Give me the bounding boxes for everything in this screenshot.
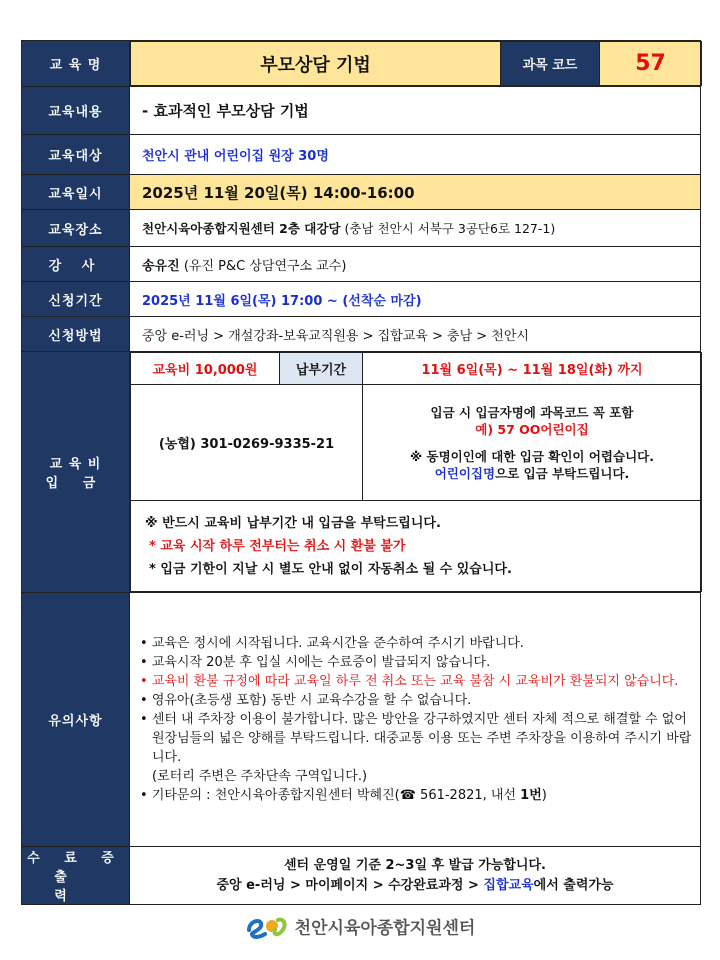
notes-cell: [130, 593, 701, 847]
lecturer-name: 송유진: [142, 258, 180, 274]
course-info-table: [21, 40, 701, 905]
center-logo-icon: [245, 912, 289, 945]
place-value: [130, 210, 701, 247]
note-item: • 영유아(초등생 포함) 동반 시 교육수강을 할 수 없습니다.: [140, 691, 692, 710]
note-item-parking: [140, 710, 692, 786]
certificate-info: [130, 847, 701, 905]
footer-org-name: 천안시육아종합지원센터: [294, 918, 476, 939]
fee-notice-1: ※ 반드시 교육비 납부기간 내 입금을 부탁드립니다.: [145, 515, 441, 531]
apply-method-value: 중앙 e-러닝 > 개설강좌-보육교직원용 > 집합교육 > 충남 > 천안시: [130, 317, 701, 352]
same-name-note: ※ 동명이인에 대한 입금 확인이 어렵습니다.: [410, 448, 654, 464]
date-value: 2025년 11월 20일(목) 14:00-16:00: [130, 175, 701, 210]
certificate-label: [22, 847, 130, 905]
content-label: 교육내용: [22, 87, 130, 135]
apply-method-label: 신청방법: [22, 317, 130, 352]
place-label: 교육장소: [22, 210, 130, 247]
notes-list: [130, 626, 700, 813]
fee-notice-2: * 교육 시작 하루 전부터는 취소 시 환불 불가: [149, 538, 406, 554]
place-name: 천안시육아종합지원센터 2층 대강당: [142, 221, 341, 236]
certificate-path-end: 에서 출력가능: [533, 877, 614, 893]
lecturer-label: 강 사: [22, 247, 130, 282]
fee-notices: [131, 501, 702, 592]
fee-period: 11월 6일(목) ~ 11월 18일(화) 까지: [363, 353, 702, 385]
contact-text: 기타문의 : 천안시육아종합지원센터 박혜진(: [151, 788, 400, 803]
lecturer-affiliation: (유진 P&C 상담연구소 교수): [179, 258, 347, 274]
certificate-line2: [130, 876, 700, 896]
phone-icon: ☎: [399, 788, 416, 803]
certificate-label-line1: 수 료 증: [27, 851, 124, 866]
certificate-line1: 센터 운영일 기준 2~3일 후 발급 가능합니다.: [283, 857, 546, 873]
depositor-note: 입금 시 입금자명에 과목코드 꼭 포함: [430, 404, 634, 420]
place-address: (충남 천안시 서북구 3공단6로 127-1): [340, 221, 556, 236]
contact-close: ): [541, 788, 547, 803]
note-item: • 교육은 정시에 시작됩니다. 교육시간을 준수하여 주시기 바랍니다.: [140, 634, 692, 653]
center-name-note: [363, 465, 701, 482]
course-title: 부모상담 기법: [131, 42, 501, 86]
course-code: 57: [600, 42, 702, 86]
date-label: 교육일시: [22, 175, 130, 210]
note-item: • 교육시작 20분 후 입실 시에는 수료증이 발급되지 않습니다.: [140, 653, 692, 672]
target-label: 교육대상: [22, 135, 130, 175]
fee-label-line1: 교 육 비: [49, 457, 102, 472]
apply-period-value: 2025년 11월 6일(목) 17:00 ~ (선착순 마감): [130, 282, 701, 317]
bank-account: (농협) 301-0269-9335-21: [131, 385, 363, 501]
fee-label-line2: 입 금: [45, 476, 106, 491]
course-label: 교 육 명: [22, 41, 130, 87]
lecturer-value: [130, 247, 701, 282]
course-code-label: 과목 코드: [501, 42, 600, 86]
apply-period-label: 신청기간: [22, 282, 130, 317]
deposit-instructions: [363, 385, 702, 501]
parking-text: 센터 내 주차장 이용이 불가합니다. 많은 방안을 강구하였지만 센터 자체 적으로 해결할 수 없어 원장님들의 넓은 양해를 부탁드립니다. 대중교통 이용 또는 주변 주차장을 이용하여 주시기 바랍니다.: [151, 712, 692, 765]
fee-amount: 교육비 10,000원: [131, 353, 280, 385]
fee-label: [22, 352, 130, 593]
center-name-blue: 어린이집명: [434, 465, 496, 481]
center-name-rest: 으로 입금 부탁드립니다.: [495, 465, 630, 481]
fee-notice-3: * 입금 기한이 지날 시 별도 안내 없이 자동취소 될 수 있습니다.: [149, 561, 512, 577]
certificate-path: 중앙 e-러닝 > 마이페이지 > 수강완료과정 >: [216, 877, 484, 893]
contact-ext: 1번: [520, 788, 542, 803]
depositor-example: 예) 57 OO어린이집: [475, 421, 589, 437]
note-item-refund: • 교육비 환불 규정에 따라 교육일 하루 전 취소 또는 교육 불참 시 교육비가 환불되지 않습니다.: [140, 672, 692, 691]
certificate-path-blue: 집합교육: [483, 877, 534, 893]
parking-extra: (로터리 주변은 주차단속 구역입니다.): [152, 769, 368, 784]
notes-label: 유의사항: [22, 593, 130, 847]
note-item-contact: [140, 786, 692, 805]
certificate-label-line2: 출 력: [54, 870, 97, 904]
contact-phone: 561-2821, 내선: [415, 788, 521, 803]
fee-period-label: 납부기간: [280, 353, 363, 385]
target-value: 천안시 관내 어린이집 원장 30명: [130, 135, 701, 175]
content-value: - 효과적인 부모상담 기법: [130, 87, 701, 135]
footer: [0, 912, 720, 945]
